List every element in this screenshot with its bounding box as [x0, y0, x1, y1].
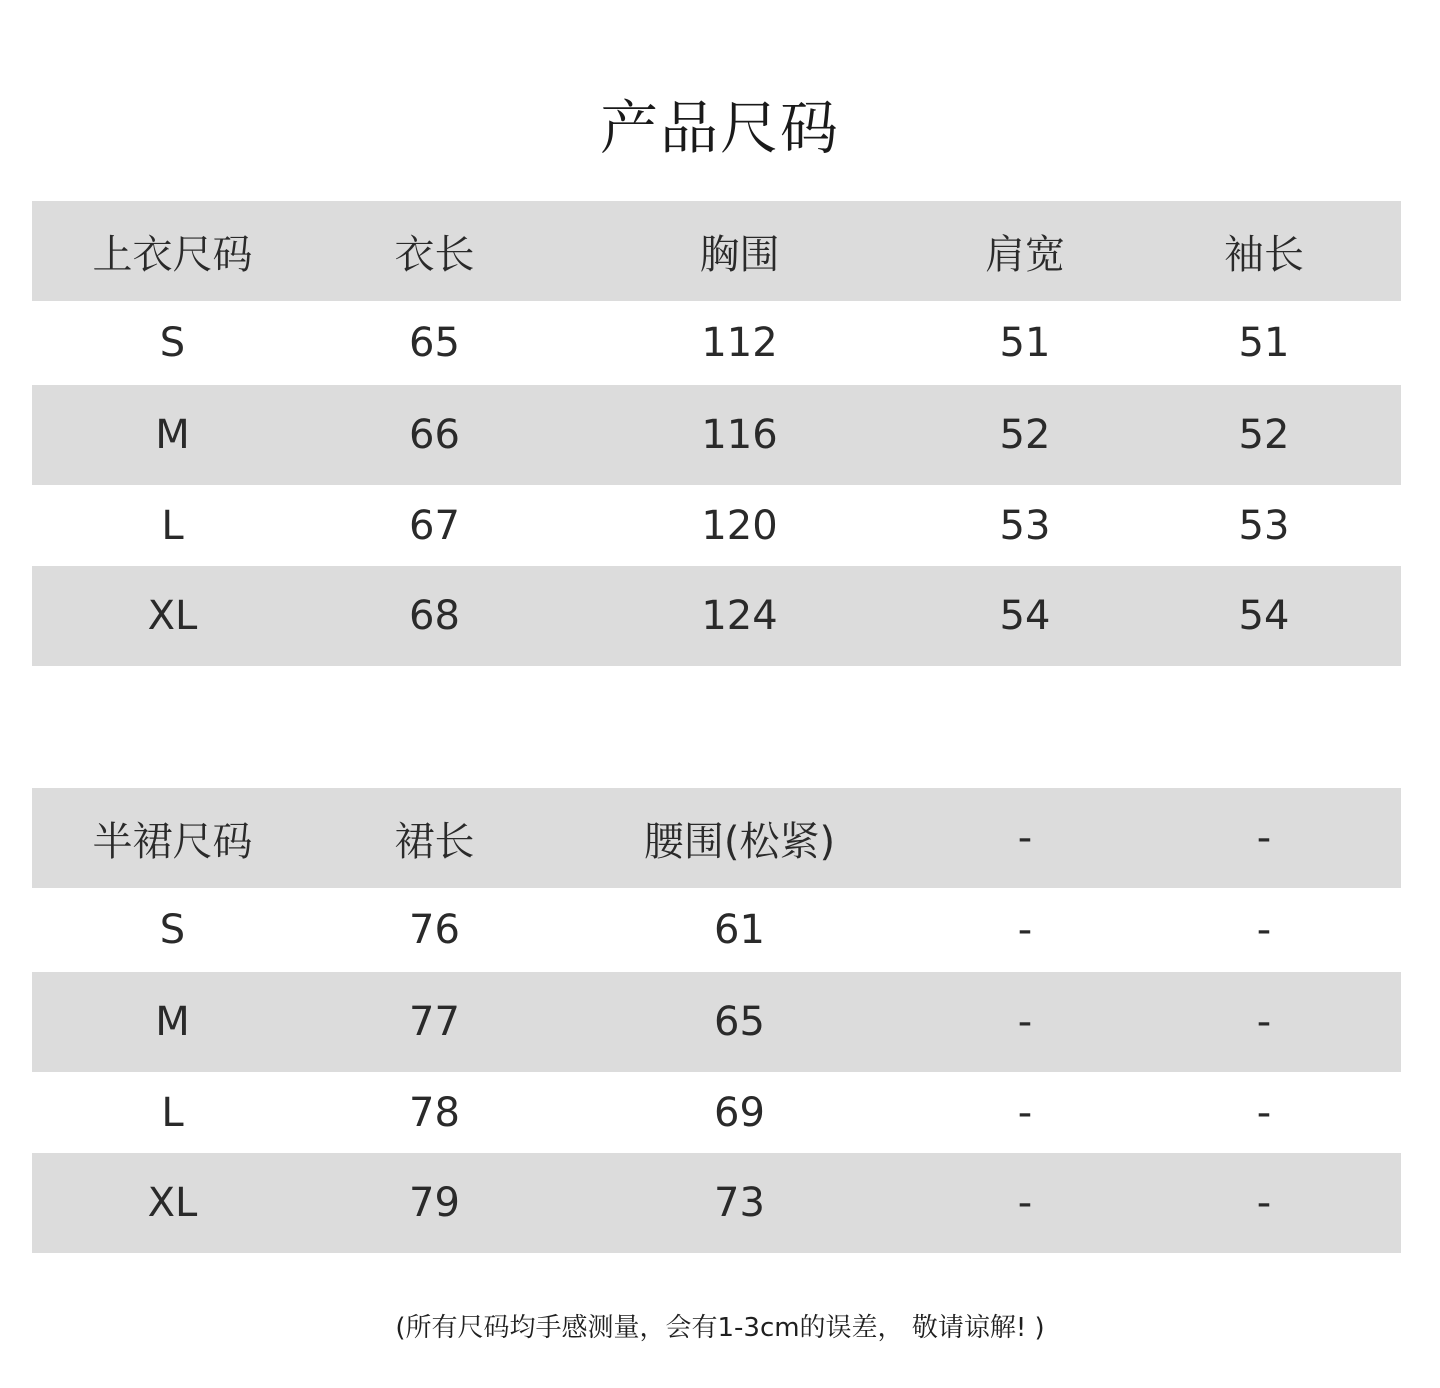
skirt-size-table — [32, 788, 1401, 1253]
table-cell: 53 — [1127, 485, 1401, 566]
table-cell: 65 — [313, 301, 556, 385]
table-cell: 54 — [1127, 566, 1401, 666]
table-cell: 116 — [556, 385, 923, 485]
table-cell: S — [32, 301, 313, 385]
table-cell: S — [32, 888, 313, 972]
table-cell: 51 — [1127, 301, 1401, 385]
header-empty: - — [923, 788, 1127, 888]
table-cell: 78 — [313, 1072, 556, 1153]
table-cell: 76 — [313, 888, 556, 972]
table-cell: 53 — [923, 485, 1127, 566]
table-cell: 65 — [556, 972, 923, 1072]
table-cell: - — [1127, 1072, 1401, 1153]
header-size: 上衣尺码 — [32, 201, 313, 301]
header-size: 半裙尺码 — [32, 788, 313, 888]
header-empty: - — [1127, 788, 1401, 888]
table-cell: 52 — [923, 385, 1127, 485]
table-header-row — [32, 201, 1401, 301]
table-cell: 73 — [556, 1153, 923, 1253]
page-title: 产品尺码 — [599, 94, 840, 162]
table-cell: 77 — [313, 972, 556, 1072]
table-row — [32, 301, 1401, 385]
top-size-table — [32, 201, 1401, 666]
header-sleeve: 袖长 — [1127, 201, 1401, 301]
table-row — [32, 385, 1401, 485]
table-cell: - — [1127, 972, 1401, 1072]
table-cell: L — [32, 485, 313, 566]
table-cell: 51 — [923, 301, 1127, 385]
header-length: 裙长 — [313, 788, 556, 888]
table-cell: - — [923, 1072, 1127, 1153]
header-chest: 胸围 — [556, 201, 923, 301]
table-row — [32, 1072, 1401, 1153]
table-cell: 54 — [923, 566, 1127, 666]
table-row — [32, 888, 1401, 972]
table-row — [32, 1153, 1401, 1253]
table-cell: - — [1127, 1153, 1401, 1253]
table-cell: - — [923, 1153, 1127, 1253]
measurement-note: (所有尺码均手感测量，会有1-3cm的误差， 敬请谅解! ) — [395, 1313, 1045, 1343]
table-cell: 61 — [556, 888, 923, 972]
table-cell: - — [923, 972, 1127, 1072]
header-waist: 腰围(松紧) — [556, 788, 923, 888]
table-row — [32, 972, 1401, 1072]
table-cell: - — [923, 888, 1127, 972]
table-cell: 124 — [556, 566, 923, 666]
header-length: 衣长 — [313, 201, 556, 301]
table-cell: 79 — [313, 1153, 556, 1253]
table-cell: 52 — [1127, 385, 1401, 485]
table-header-row — [32, 788, 1401, 888]
table-cell: 112 — [556, 301, 923, 385]
header-shoulder: 肩宽 — [923, 201, 1127, 301]
table-cell: 120 — [556, 485, 923, 566]
table-cell: L — [32, 1072, 313, 1153]
table-cell: XL — [32, 566, 313, 666]
table-cell: - — [1127, 888, 1401, 972]
table-cell: 67 — [313, 485, 556, 566]
table-cell: M — [32, 385, 313, 485]
table-row — [32, 566, 1401, 666]
table-cell: 68 — [313, 566, 556, 666]
table-cell: M — [32, 972, 313, 1072]
table-cell: 66 — [313, 385, 556, 485]
table-cell: XL — [32, 1153, 313, 1253]
table-row — [32, 485, 1401, 566]
table-cell: 69 — [556, 1072, 923, 1153]
